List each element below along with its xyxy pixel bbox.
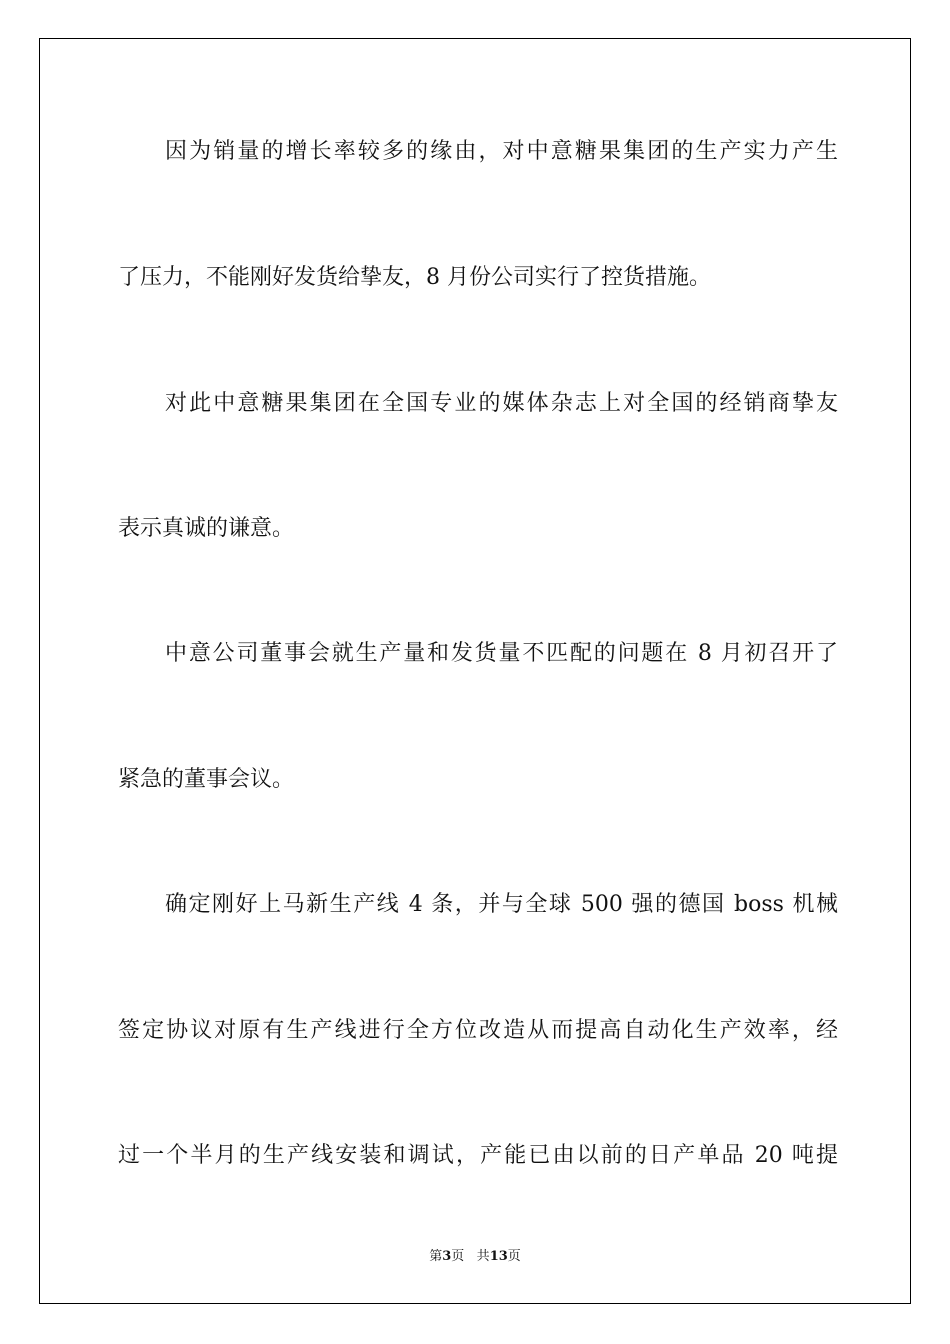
paragraph-2-line-1: 对此中意糖果集团在全国专业的媒体杂志上对全国的经销商挚友	[165, 391, 838, 416]
paragraph-4-line-1: 确定刚好上马新生产线 4 条，并与全球 500 强的德国 boss 机械	[165, 892, 838, 917]
total-pages: 13	[489, 1249, 508, 1264]
paragraph-4-line-3: 过一个半月的生产线安装和调试，产能已由以前的日产单品 20 吨提	[118, 1143, 838, 1168]
paragraph-3-line-1: 中意公司董事会就生产量和发货量不匹配的问题在 8 月初召开了	[165, 641, 838, 666]
paragraph-2-line-2: 表示真诚的谦意。	[118, 516, 295, 541]
paragraph-1-line-2: 了压力，不能刚好发货给挚友，8 月份公司实行了控货措施。	[118, 265, 711, 290]
total-label-suffix: 页	[507, 1249, 521, 1264]
paragraph-4-line-2: 签定协议对原有生产线进行全方位改造从而提高自动化生产效率，经	[118, 1018, 838, 1043]
page-border	[39, 38, 911, 1304]
page-footer	[0, 1249, 950, 1265]
paragraph-1-line-1: 因为销量的增长率较多的缘由，对中意糖果集团的生产实力产生	[165, 139, 838, 164]
page-label-suffix: 页	[451, 1249, 465, 1264]
total-label-prefix: 共	[476, 1249, 490, 1264]
page-label-prefix: 第	[429, 1249, 443, 1264]
page-number: 3	[442, 1249, 452, 1264]
paragraph-3-line-2: 紧急的董事会议。	[118, 767, 295, 792]
